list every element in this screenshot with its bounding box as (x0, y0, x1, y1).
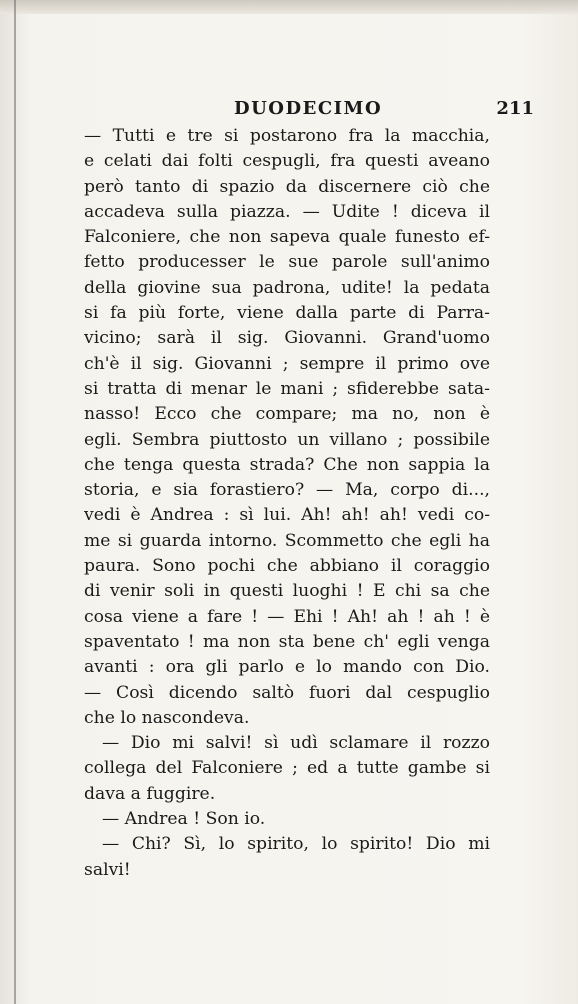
page-spine-shadow (14, 0, 16, 1004)
text-line: collega del Falconiere ; ed a tutte gambe si (84, 758, 490, 779)
text-line: salvi! (84, 859, 131, 880)
page-number: 211 (496, 98, 534, 119)
text-line: ch'è il sig. Giovanni ; sempre il primo ove (84, 353, 490, 374)
text-line: — Così dicendo saltò fuori dal cespuglio (84, 682, 490, 703)
body-text (84, 124, 490, 883)
text-line: fetto producesser le sue parole sull'animo (84, 252, 490, 273)
text-line: Falconiere, che non sapeva quale funesto ef- (84, 227, 490, 248)
text-line: e celati dai folti cespugli, fra questi aveano (84, 151, 490, 172)
page-top-edge (0, 0, 578, 14)
text-line: spaventato ! ma non sta bene ch' egli venga (84, 631, 490, 652)
text-line: nasso! Ecco che compare; ma no, non è (84, 404, 490, 425)
text-line: — Tutti e tre si postarono fra la macchia, (84, 126, 490, 146)
text-line: vicino; sarà il sig. Giovanni. Grand'uomo (84, 328, 490, 349)
text-line: che tenga questa strada? Che non sappia la (84, 454, 490, 475)
text-line: che lo nascondeva. (84, 707, 250, 728)
text-line: vedi è Andrea : sì lui. Ah! ah! ah! vedi co- (84, 505, 490, 526)
text-line: egli. Sembra piuttosto un villano ; possibile (84, 429, 490, 450)
text-line: si tratta di menar le mani ; sfiderebbe sata- (84, 378, 490, 399)
text-line: — Dio mi salvi! sì udì sclamare il rozzo (102, 733, 490, 754)
text-line: però tanto di spazio da discernere ciò che (84, 176, 490, 197)
text-line: della giovine sua padrona, udite! la pedata (84, 277, 490, 298)
text-line: avanti : ora gli parlo e lo mando con Dio. (84, 657, 490, 678)
text-line: me si guarda intorno. Scommetto che egli ha (84, 530, 490, 551)
text-line: — Chi? Sì, lo spirito, lo spirito! Dio mi (102, 834, 490, 855)
text-line: accadeva sulla piazza. — Udite ! diceva il (84, 201, 490, 222)
text-line: paura. Sono pochi che abbiano il coraggio (84, 556, 490, 577)
text-line: storia, e sia forastiero? — Ma, corpo di..., (84, 480, 490, 501)
running-title: DUODECIMO (234, 98, 383, 119)
text-line: di venir soli in questi luoghi ! E chi sa che (84, 581, 490, 602)
text-line: si fa più forte, viene dalla parte di Parra- (84, 303, 490, 324)
text-line: cosa viene a fare ! — Ehi ! Ah! ah ! ah ! è (84, 606, 490, 627)
text-line: — Andrea ! Son io. (102, 809, 266, 830)
text-line: dava a fuggire. (84, 783, 216, 804)
